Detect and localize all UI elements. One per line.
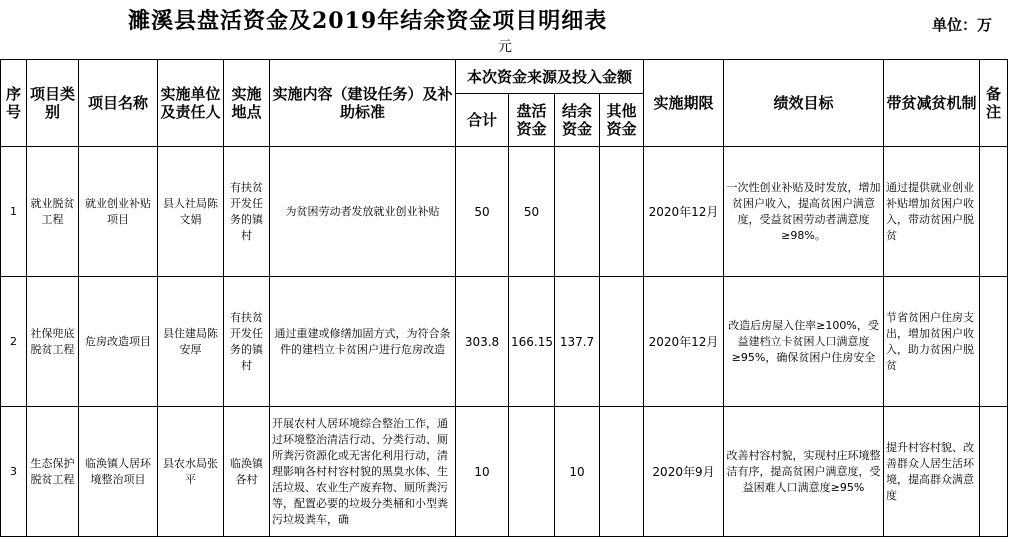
cell-goal: 改善村容村貌，实现村庄环境整洁有序，提高贫困户满意度，受益困难人口满意度≥95%	[724, 407, 884, 537]
cell-seq: 2	[1, 277, 27, 407]
cell-content: 通过重建或修缮加固方式，为符合条件的建档立卡贫困户进行危房改造	[270, 277, 456, 407]
cell-surplus: 10	[555, 407, 600, 537]
table-row	[1, 147, 1008, 277]
cell-remark	[980, 277, 1008, 407]
cell-location: 有扶贫开发任务的镇村	[224, 147, 270, 277]
cell-goal: 改造后房屋入住率≥100%，受益建档立卡贫困人口满意度≥95%，确保贫困户住房安全	[724, 277, 884, 407]
cell-other	[600, 407, 644, 537]
cell-mechanism: 提升村容村貌、改善群众人居生活环境，提高群众满意度	[884, 407, 980, 537]
cell-active	[509, 407, 555, 537]
header-remark: 备注	[980, 60, 1008, 147]
cell-seq: 3	[1, 407, 27, 537]
cell-unit-person: 县农水局张平	[158, 407, 224, 537]
header-funds-group: 本次资金来源及投入金额	[456, 60, 644, 94]
header-active: 盘活资金	[509, 94, 555, 147]
cell-surplus: 137.7	[555, 277, 600, 407]
cell-name: 临涣镇人居环境整治项目	[79, 407, 158, 537]
table-row	[1, 277, 1008, 407]
header-category: 项目类别	[27, 60, 79, 147]
cell-content: 为贫困劳动者发放就业创业补贴	[270, 147, 456, 277]
header-other: 其他资金	[600, 94, 644, 147]
cell-surplus	[555, 147, 600, 277]
header-mechanism: 带贫减贫机制	[884, 60, 980, 147]
cell-unit-person: 县人社局陈文娟	[158, 147, 224, 277]
cell-goal: 一次性创业补贴及时发放，增加贫困户收入，提高贫困户满意度，受益贫困劳动者满意度≥98%。	[724, 147, 884, 277]
cell-content-wrapper	[270, 407, 456, 537]
cell-location: 有扶贫开发任务的镇村	[224, 277, 270, 407]
unit-label-suffix: 元	[498, 39, 512, 55]
cell-total: 10	[456, 407, 509, 537]
cell-remark	[980, 147, 1008, 277]
cell-seq: 1	[1, 147, 27, 277]
table-row	[1, 407, 1008, 537]
cell-period: 2020年12月	[644, 147, 724, 277]
cell-remark	[980, 407, 1008, 537]
cell-active: 166.15	[509, 277, 555, 407]
unit-label: 单位：万	[932, 16, 993, 34]
cell-category: 社保兜底脱贫工程	[27, 277, 79, 407]
header-period: 实施期限	[644, 60, 724, 147]
cell-total: 303.8	[456, 277, 509, 407]
cell-content: 开展农村人居环境综合整治工作，通过环境整治清洁行动、分类行动、厕所粪污资源化或无害化利用行动，清理影响各村村容村貌的黑臭水体、生活垃圾、农业生产废弃物、厕所粪污等，配置必要的垃圾分类桶和小型粪污垃圾粪车，确	[272, 416, 448, 526]
cell-other	[600, 277, 644, 407]
cell-period: 2020年9月	[644, 407, 724, 537]
header-seq: 序号	[1, 60, 27, 147]
header-surplus: 结余资金	[555, 94, 600, 147]
cell-category: 生态保护脱贫工程	[27, 407, 79, 537]
header-unit-person: 实施单位及责任人	[158, 60, 224, 147]
project-table	[0, 59, 1008, 537]
cell-active: 50	[509, 147, 555, 277]
cell-other	[600, 147, 644, 277]
cell-category: 就业脱贫工程	[27, 147, 79, 277]
header-content: 实施内容（建设任务）及补助标准	[270, 60, 456, 147]
cell-period: 2020年12月	[644, 277, 724, 407]
header-location: 实施地点	[224, 60, 270, 147]
cell-mechanism: 通过提供就业创业补贴增加贫困户收入，带动贫困户脱贫	[884, 147, 980, 277]
cell-unit-person: 县住建局陈安厚	[158, 277, 224, 407]
page-title: 濉溪县盘活资金及2019年结余资金项目明细表	[128, 8, 608, 34]
cell-name: 危房改造项目	[79, 277, 158, 407]
cell-total: 50	[456, 147, 509, 277]
header-goal: 绩效目标	[724, 60, 884, 147]
header-name: 项目名称	[79, 60, 158, 147]
cell-name: 就业创业补贴项目	[79, 147, 158, 277]
cell-mechanism: 节省贫困户住房支出，增加贫困户收入，助力贫困户脱贫	[884, 277, 980, 407]
cell-location: 临涣镇各村	[224, 407, 270, 537]
header-total: 合计	[456, 94, 509, 147]
